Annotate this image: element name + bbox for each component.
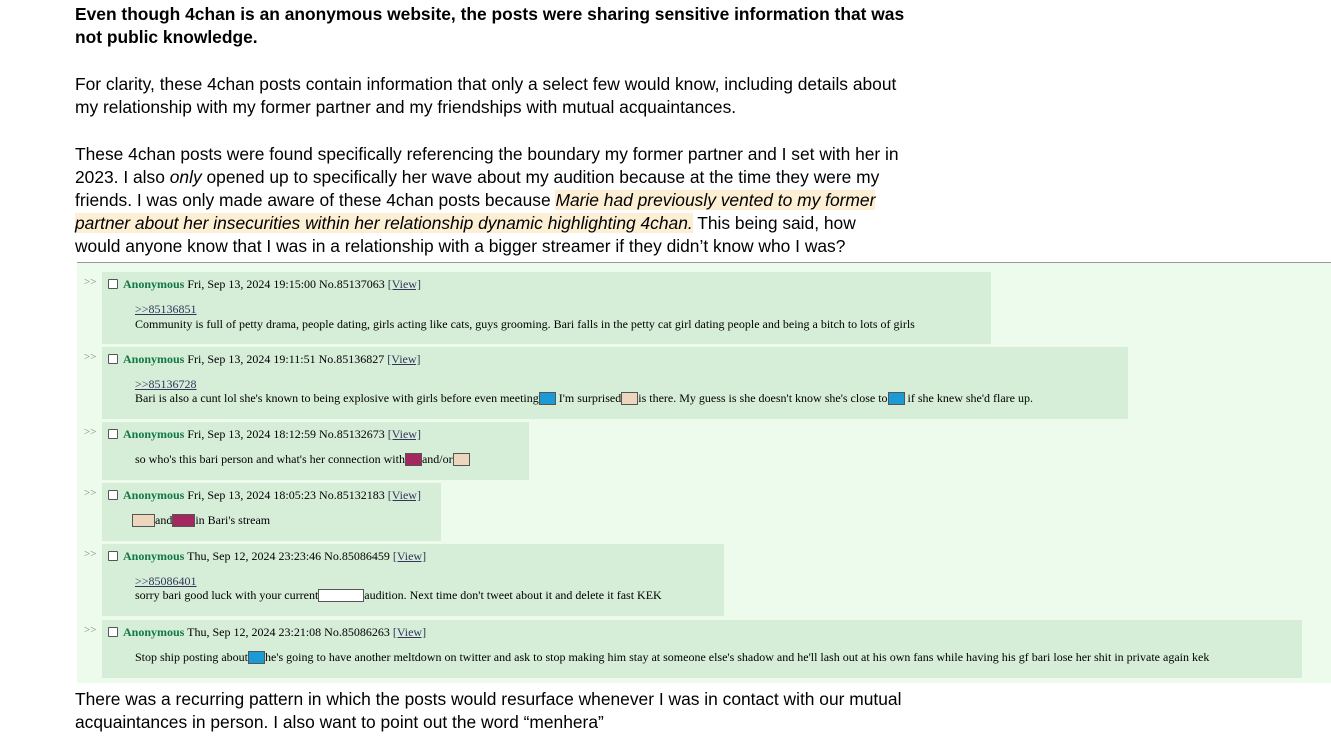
redaction-box-blue <box>539 392 556 405</box>
redaction-box-magenta <box>405 453 422 466</box>
post-date: Fri, Sep 13, 2024 19:15:00 <box>187 277 317 291</box>
redaction-box-tan <box>621 392 638 405</box>
post-arrows: >> <box>84 351 97 363</box>
post-body-text: Bari is also a cunt lol she's known to being explosive with girls before even meeting <box>135 391 539 405</box>
post-body-text: so who's this bari person and what's her connection with <box>135 452 405 466</box>
poster-name: Anonymous <box>123 625 185 639</box>
post-checkbox[interactable] <box>108 490 118 500</box>
post-body-text: Stop ship posting about <box>135 650 249 664</box>
post-arrows: >> <box>84 624 97 636</box>
paragraph-intro: Even though 4chan is an anonymous website, the posts were sharing sensitive information that was not public knowledge. <box>75 4 905 47</box>
post-checkbox[interactable] <box>108 279 118 289</box>
post-number: No.85132183 <box>319 488 385 502</box>
post-body-text: is there. My guess is she doesn't know she's close to <box>638 391 888 405</box>
view-link[interactable]: [View] <box>387 427 421 441</box>
thread-post <box>84 620 1302 678</box>
post-number: No.85132673 <box>319 427 385 441</box>
thread-post <box>84 483 441 541</box>
post-body: Community is full of petty drama, people dating, girls acting like cats, guys grooming. Bari falls in the petty cat girl dating people and being a bitch to lots of girls <box>135 317 915 331</box>
redaction-box-tan <box>132 514 155 527</box>
poster-name: Anonymous <box>123 427 185 441</box>
redaction-box-blue <box>888 392 905 405</box>
paragraph-context-part-a: These 4chan posts were found specifically referencing the boundary my former partner and I set with her in 2023. I also <box>75 144 899 187</box>
post-body <box>135 650 1209 665</box>
post-body-text: if she knew she'd flare up. <box>904 391 1034 405</box>
post-number: No.85137063 <box>319 277 385 291</box>
post-checkbox[interactable] <box>108 551 118 561</box>
paragraph-context <box>75 143 905 258</box>
view-link[interactable]: [View] <box>392 549 427 563</box>
paragraph-context-part-c: This being said, how would anyone know that I was in a relationship with a bigger streamer if they didn’t know who I was? <box>75 213 856 256</box>
post-body-text: and/or <box>421 452 453 466</box>
post-body <box>135 588 662 603</box>
post-checkbox[interactable] <box>108 354 118 364</box>
post-date: Fri, Sep 13, 2024 19:11:51 <box>187 352 316 366</box>
post-arrows: >> <box>84 276 97 288</box>
quote-link[interactable]: >>85136728 <box>135 377 197 391</box>
post-body-text: he's going to have another meltdown on twitter and ask to stop making him stay at someone else's shadow and he'll lash out at his own fans while having his gf bari lose her shit in private again kek <box>265 650 1210 664</box>
post-body <box>132 513 270 528</box>
post-date: Fri, Sep 13, 2024 18:05:23 <box>187 488 317 502</box>
paragraph-clarity: For clarity, these 4chan posts contain information that only a select few would know, including details about my relationship with my former partner and my friendships with mutual acquaintances. <box>75 74 897 117</box>
post-date: Thu, Sep 12, 2024 23:23:46 <box>187 549 322 563</box>
post-date: Fri, Sep 13, 2024 18:12:59 <box>187 427 317 441</box>
thread-screenshot <box>77 262 1331 683</box>
post-checkbox[interactable] <box>108 627 118 637</box>
quote-link[interactable]: >>85086401 <box>135 574 197 588</box>
post-header <box>123 625 426 640</box>
post-body <box>135 452 470 467</box>
paragraph-pattern: There was a recurring pattern in which the posts would resurface whenever I was in contact with our mutual acquaintances in person. I also want to point out the word “menhera” <box>75 689 902 732</box>
post-header <box>123 277 421 292</box>
post-header <box>123 352 421 367</box>
post-header <box>123 549 426 564</box>
post-header <box>123 488 421 503</box>
redaction-box-tan <box>453 453 470 466</box>
thread-post <box>84 544 724 616</box>
redaction-box-white <box>318 589 364 602</box>
poster-name: Anonymous <box>123 352 185 366</box>
post-header <box>123 427 421 442</box>
redaction-box-magenta <box>172 514 195 527</box>
thread-post <box>84 347 1128 419</box>
post-number: No.85086459 <box>324 549 390 563</box>
paragraph-context-part-b: opened up to specifically her wave about my audition because at the time they were my friends. I was only made aware of these 4chan posts because <box>75 167 880 210</box>
view-link[interactable]: [View] <box>387 352 421 366</box>
post-number: No.85136827 <box>318 352 385 366</box>
post-checkbox[interactable] <box>108 429 118 439</box>
view-link[interactable]: [View] <box>387 488 421 502</box>
post-body-text: and <box>155 513 173 527</box>
post-arrows: >> <box>84 548 97 560</box>
post-body-text: I'm surprised <box>555 391 622 405</box>
thread-post <box>84 422 529 480</box>
view-link[interactable]: [View] <box>387 277 421 291</box>
post-date: Thu, Sep 12, 2024 23:21:08 <box>187 625 322 639</box>
highlighted-passage: Marie had previously vented to my former partner about her insecurities within her relationship dynamic highlighting 4chan. <box>75 190 876 233</box>
post-body-text: sorry bari good luck with your current <box>135 588 319 602</box>
thread-post <box>84 272 991 344</box>
post-arrows: >> <box>84 487 97 499</box>
view-link[interactable]: [View] <box>392 625 427 639</box>
post-arrows: >> <box>84 426 97 438</box>
poster-name: Anonymous <box>123 488 185 502</box>
post-body-text: in Bari's stream <box>195 513 271 527</box>
post-body <box>135 391 1033 406</box>
poster-name: Anonymous <box>123 277 185 291</box>
post-body-text: audition. Next time don't tweet about it and delete it fast KEK <box>364 588 662 602</box>
poster-name: Anonymous <box>123 549 185 563</box>
redaction-box-blue <box>248 651 265 664</box>
quote-link[interactable]: >>85136851 <box>135 302 197 316</box>
post-number: No.85086263 <box>324 625 390 639</box>
emphasis-only: only <box>169 167 202 187</box>
